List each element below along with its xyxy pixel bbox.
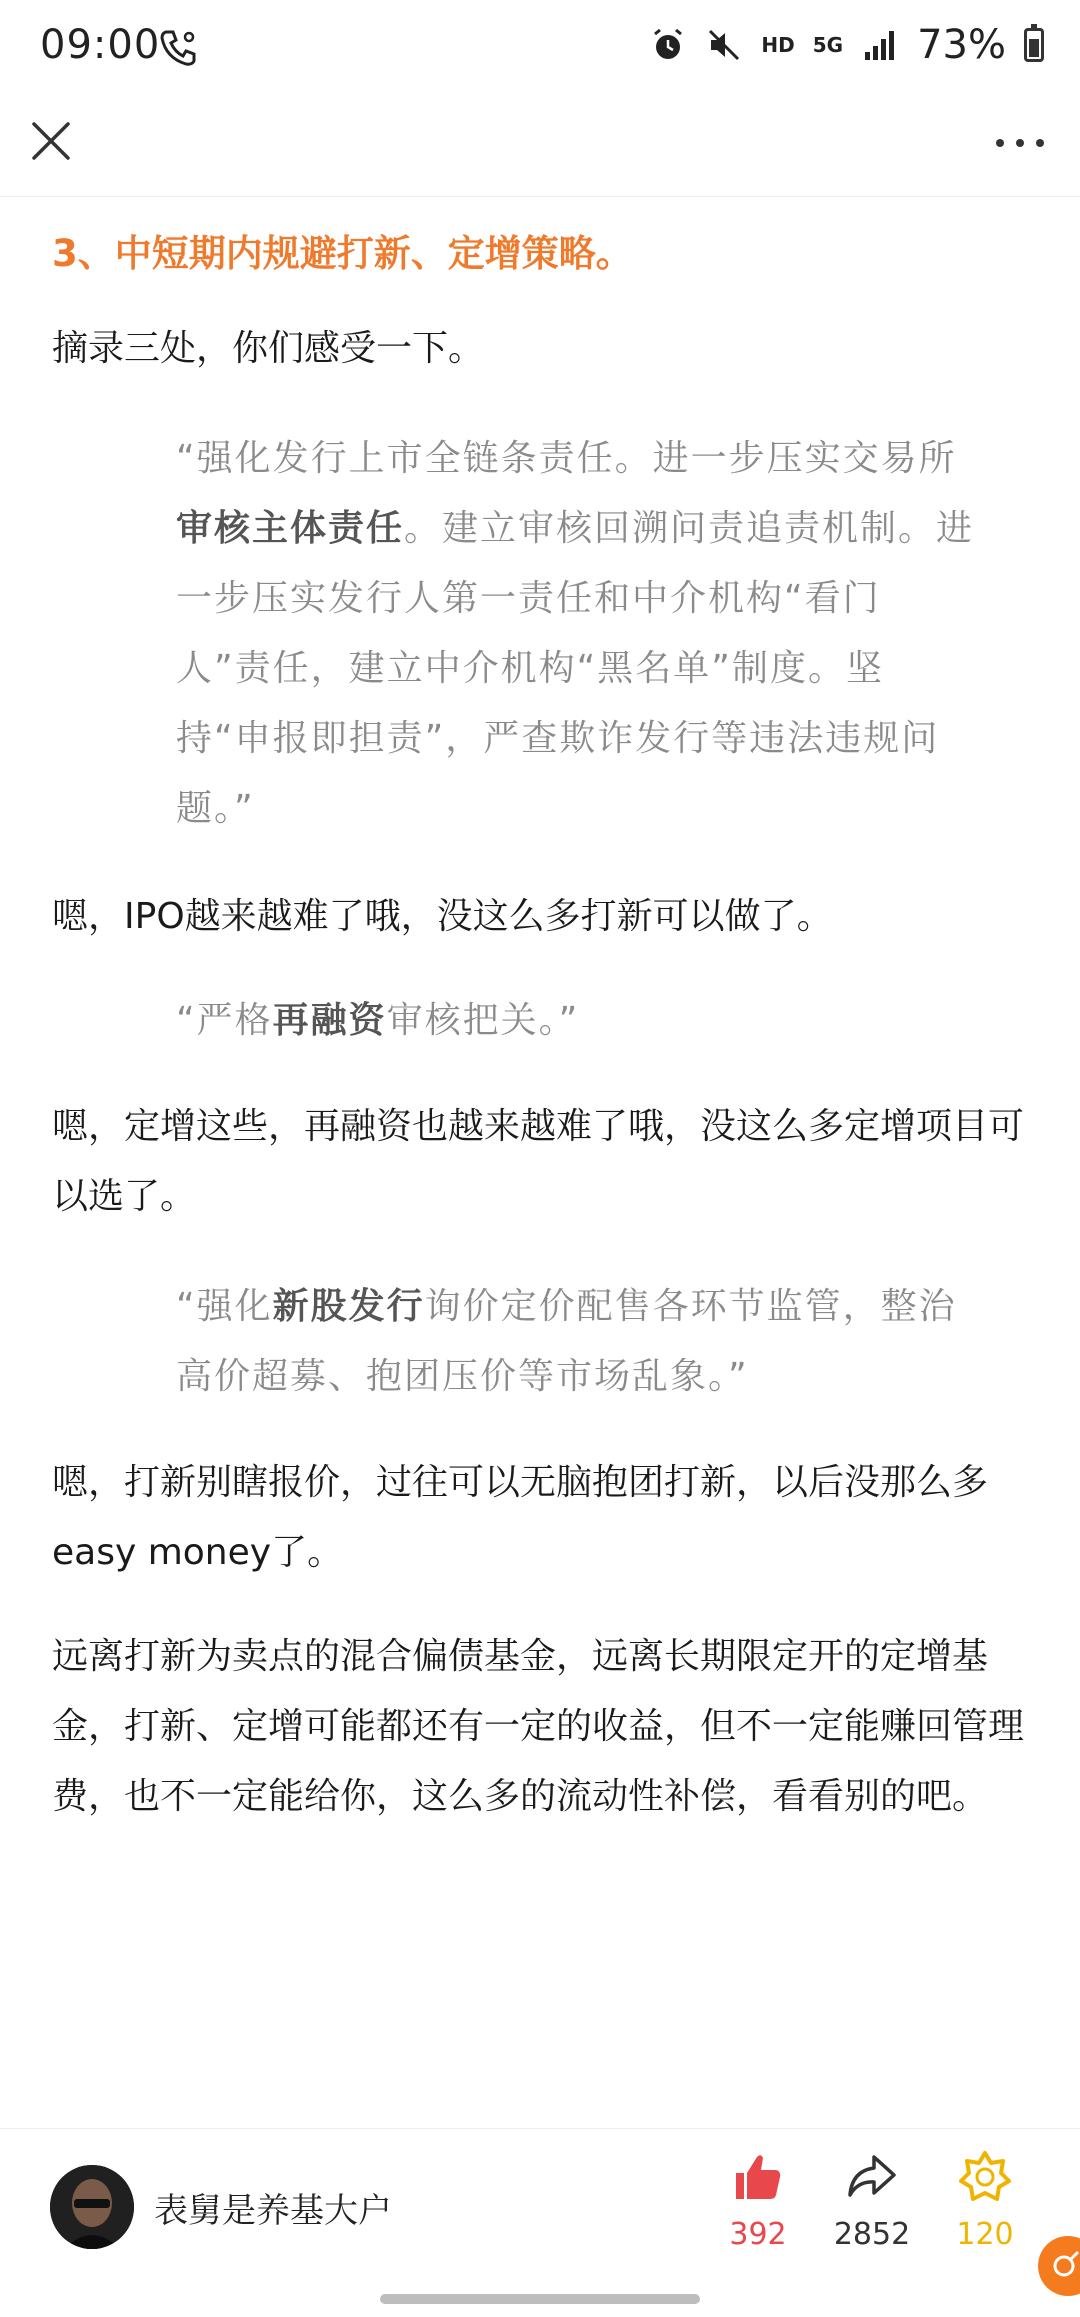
reward-button[interactable] (930, 2149, 1040, 2252)
section-title: 3、中短期内规避打新、定增策略。 (52, 232, 633, 275)
battery-icon (1024, 28, 1044, 62)
share-button[interactable] (817, 2149, 927, 2252)
close-icon[interactable] (26, 116, 76, 166)
share-count: 2852 (833, 2217, 911, 2252)
signal-icon (861, 26, 899, 64)
like-button[interactable] (703, 2149, 813, 2252)
edit-icon (1038, 2236, 1080, 2296)
article-body (52, 210, 1032, 1832)
battery-percent: 73% (917, 22, 1006, 68)
share-icon (844, 2149, 900, 2205)
quote-block-1 (52, 424, 976, 844)
battery-level (1029, 39, 1039, 57)
reward-coin-icon (957, 2149, 1013, 2205)
intro-text: 摘录三处，你们感受一下。 (52, 328, 485, 369)
like-count: 392 (729, 2217, 787, 2252)
floating-action-button[interactable] (1038, 2236, 1080, 2296)
quote-block-3 (52, 1272, 976, 1412)
wifi-calling-icon (158, 28, 198, 68)
quote-text: “强化发行上市全链条责任。进一步压实交易所 (176, 438, 957, 479)
quote-block-2 (52, 986, 976, 1056)
quote-text: “严格 (176, 1000, 273, 1041)
comment-text: 嗯，定增这些，再融资也越来越难了哦，没这么多定增项目可以选了。 (52, 1106, 1025, 1217)
quote-bold-text: 新股发行 (272, 1286, 425, 1327)
status-bar (0, 0, 1080, 96)
quote-bold-text: 审核主体责任 (176, 508, 405, 549)
quote-text: 。建立审核回溯问责追责机制。进一步压实发行人第一责任和中介机构“看门人”责任，建立中介机构“黑名单”制度。坚持“申报即担责”，严查欺诈发行等违法违规问题。” (176, 508, 975, 829)
author-name[interactable]: 表舅是养基大户 (154, 2191, 392, 2231)
quote-text: “强化 (176, 1286, 273, 1327)
reward-count: 120 (956, 2217, 1014, 2252)
home-indicator[interactable] (380, 2294, 700, 2304)
quote-text: 询价定价配售各环节监管，整治高价超募、抱团压价等市场乱象。” (176, 1286, 957, 1397)
more-icon[interactable] (990, 118, 1050, 168)
status-icons (649, 22, 1044, 68)
conclusion-text: 远离打新为卖点的混合偏债基金，远离长期限定开的定增基金，打新、定增可能都还有一定的收益，但不一定能赚回管理费，也不一定能给你，这么多的流动性补偿，看看别的吧。 (52, 1636, 1025, 1817)
mute-icon (705, 26, 743, 64)
quote-text: 审核把关。” (386, 1000, 580, 1041)
status-time: 09:00 (40, 22, 161, 68)
thumbs-up-icon (730, 2149, 786, 2205)
network-hd-label: HD (761, 33, 795, 57)
app-header (0, 96, 1080, 197)
avatar-image (50, 2165, 134, 2249)
alarm-icon (649, 26, 687, 64)
comment-text: 嗯，打新别瞎报价，过往可以无脑抱团打新，以后没那么多easy money了。 (52, 1462, 989, 1573)
comment-text: 嗯，IPO越来越难了哦，没这么多打新可以做了。 (52, 896, 833, 937)
author-avatar[interactable] (50, 2165, 134, 2249)
bottom-action-bar (0, 2128, 1080, 2317)
network-5g-label: 5G (812, 33, 844, 57)
quote-bold-text: 再融资 (272, 1000, 387, 1041)
